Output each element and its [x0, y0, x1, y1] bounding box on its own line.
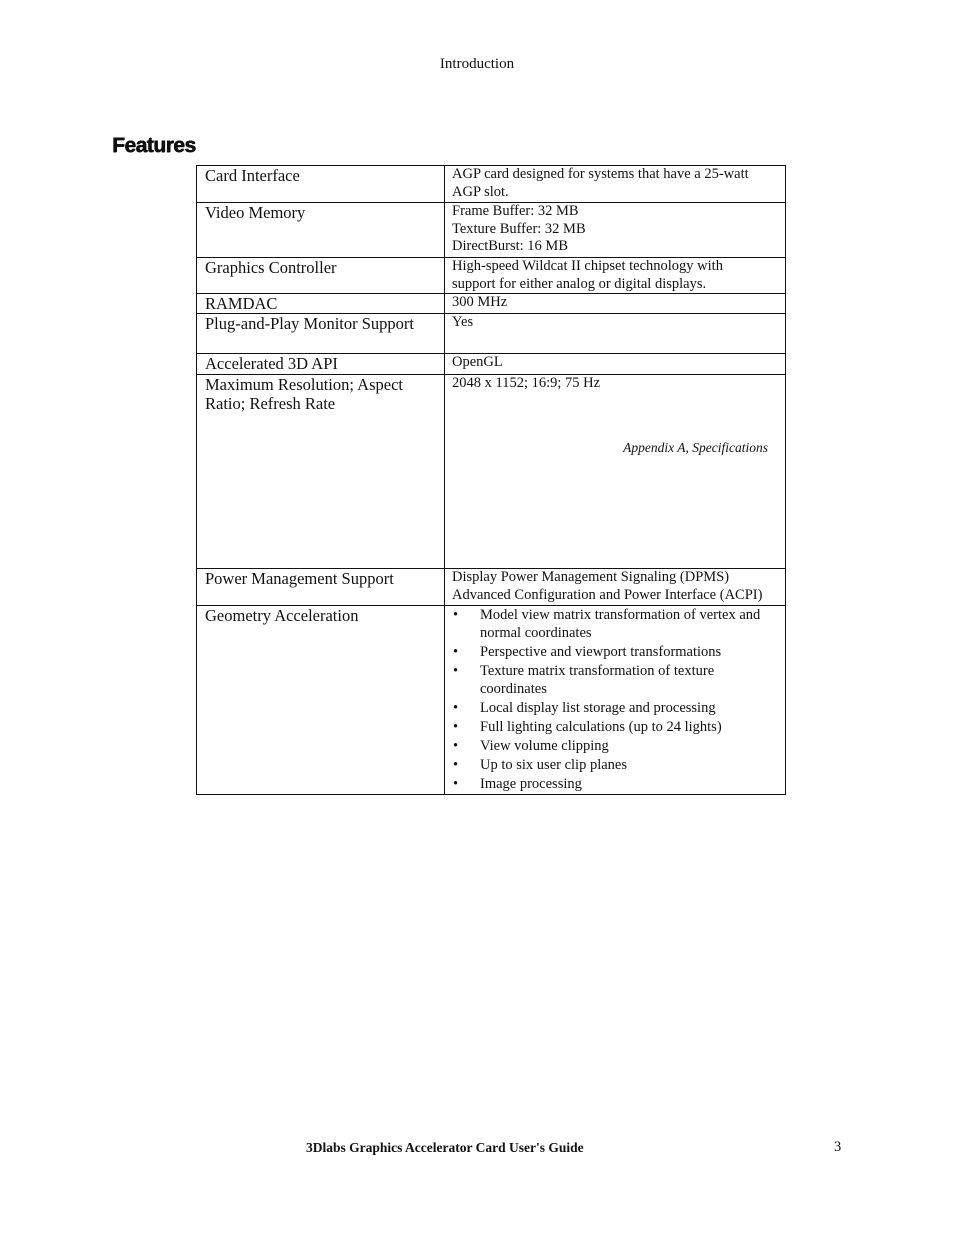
table-row: [197, 314, 786, 354]
value-line: support for either analog or digital displays.: [452, 275, 707, 292]
row-value: [445, 294, 786, 314]
row-label: Plug-and-Play Monitor Support: [197, 314, 445, 354]
list-item: • Texture matrix transformation of texture coordinates: [452, 662, 778, 698]
section-title: Features: [112, 134, 196, 157]
page-number: 3: [834, 1139, 842, 1155]
value-line: Texture Buffer: 32 MB: [452, 220, 586, 237]
appendix-reference: Appendix A, Specifications: [623, 439, 768, 455]
value-line: Yes: [452, 314, 474, 330]
list-item: • Local display list storage and processing: [452, 699, 778, 717]
table-row: [197, 203, 786, 258]
value-line: AGP card designed for systems that have a 25-watt: [452, 166, 749, 182]
table-row: [197, 606, 786, 795]
row-label: Video Memory: [197, 203, 445, 258]
value-line: Advanced Configuration and Power Interface (ACPI): [452, 586, 763, 603]
row-value: [445, 166, 786, 203]
page-header: Introduction: [439, 56, 515, 72]
value-line: High-speed Wildcat II chipset technology with: [452, 258, 723, 274]
value-line: 2048 x 1152; 16:9; 75 Hz: [452, 375, 601, 391]
list-item: • View volume clipping: [452, 737, 778, 755]
row-value: [445, 569, 786, 606]
list-item: • Image processing: [452, 775, 778, 793]
row-label: Card Interface: [197, 166, 445, 203]
table-row: [197, 354, 786, 375]
value-line: AGP slot.: [452, 183, 509, 200]
row-value: [445, 314, 786, 354]
footer-title: 3Dlabs Graphics Accelerator Card User's Guide: [306, 1140, 584, 1155]
features-table: [196, 165, 786, 795]
row-label: RAMDAC: [197, 294, 445, 314]
value-line: Frame Buffer: 32 MB: [452, 203, 579, 219]
row-label: Maximum Resolution; Aspect Ratio; Refresh Rate: [197, 375, 445, 569]
list-item: • Perspective and viewport transformations: [452, 643, 778, 661]
table-row: [197, 166, 786, 203]
list-item: • Full lighting calculations (up to 24 lights): [452, 718, 778, 736]
table-row: [197, 375, 786, 569]
value-line: OpenGL: [452, 354, 503, 370]
bullet-list: [452, 606, 778, 793]
list-item: • Up to six user clip planes: [452, 756, 778, 774]
row-label: Geometry Acceleration: [197, 606, 445, 795]
list-item: • Model view matrix transformation of vertex and normal coordinates: [452, 606, 778, 642]
row-label: Power Management Support: [197, 569, 445, 606]
table-row: [197, 258, 786, 294]
row-label: Accelerated 3D API: [197, 354, 445, 375]
row-label: Graphics Controller: [197, 258, 445, 294]
row-value: [445, 258, 786, 294]
value-line: 300 MHz: [452, 294, 508, 310]
row-value: [445, 375, 786, 569]
value-line: DirectBurst: 16 MB: [452, 238, 568, 254]
table-row: [197, 294, 786, 314]
row-value: [445, 606, 786, 795]
value-line: Display Power Management Signaling (DPMS): [452, 569, 730, 585]
row-value: [445, 354, 786, 375]
row-value: [445, 203, 786, 258]
table-row: [197, 569, 786, 606]
